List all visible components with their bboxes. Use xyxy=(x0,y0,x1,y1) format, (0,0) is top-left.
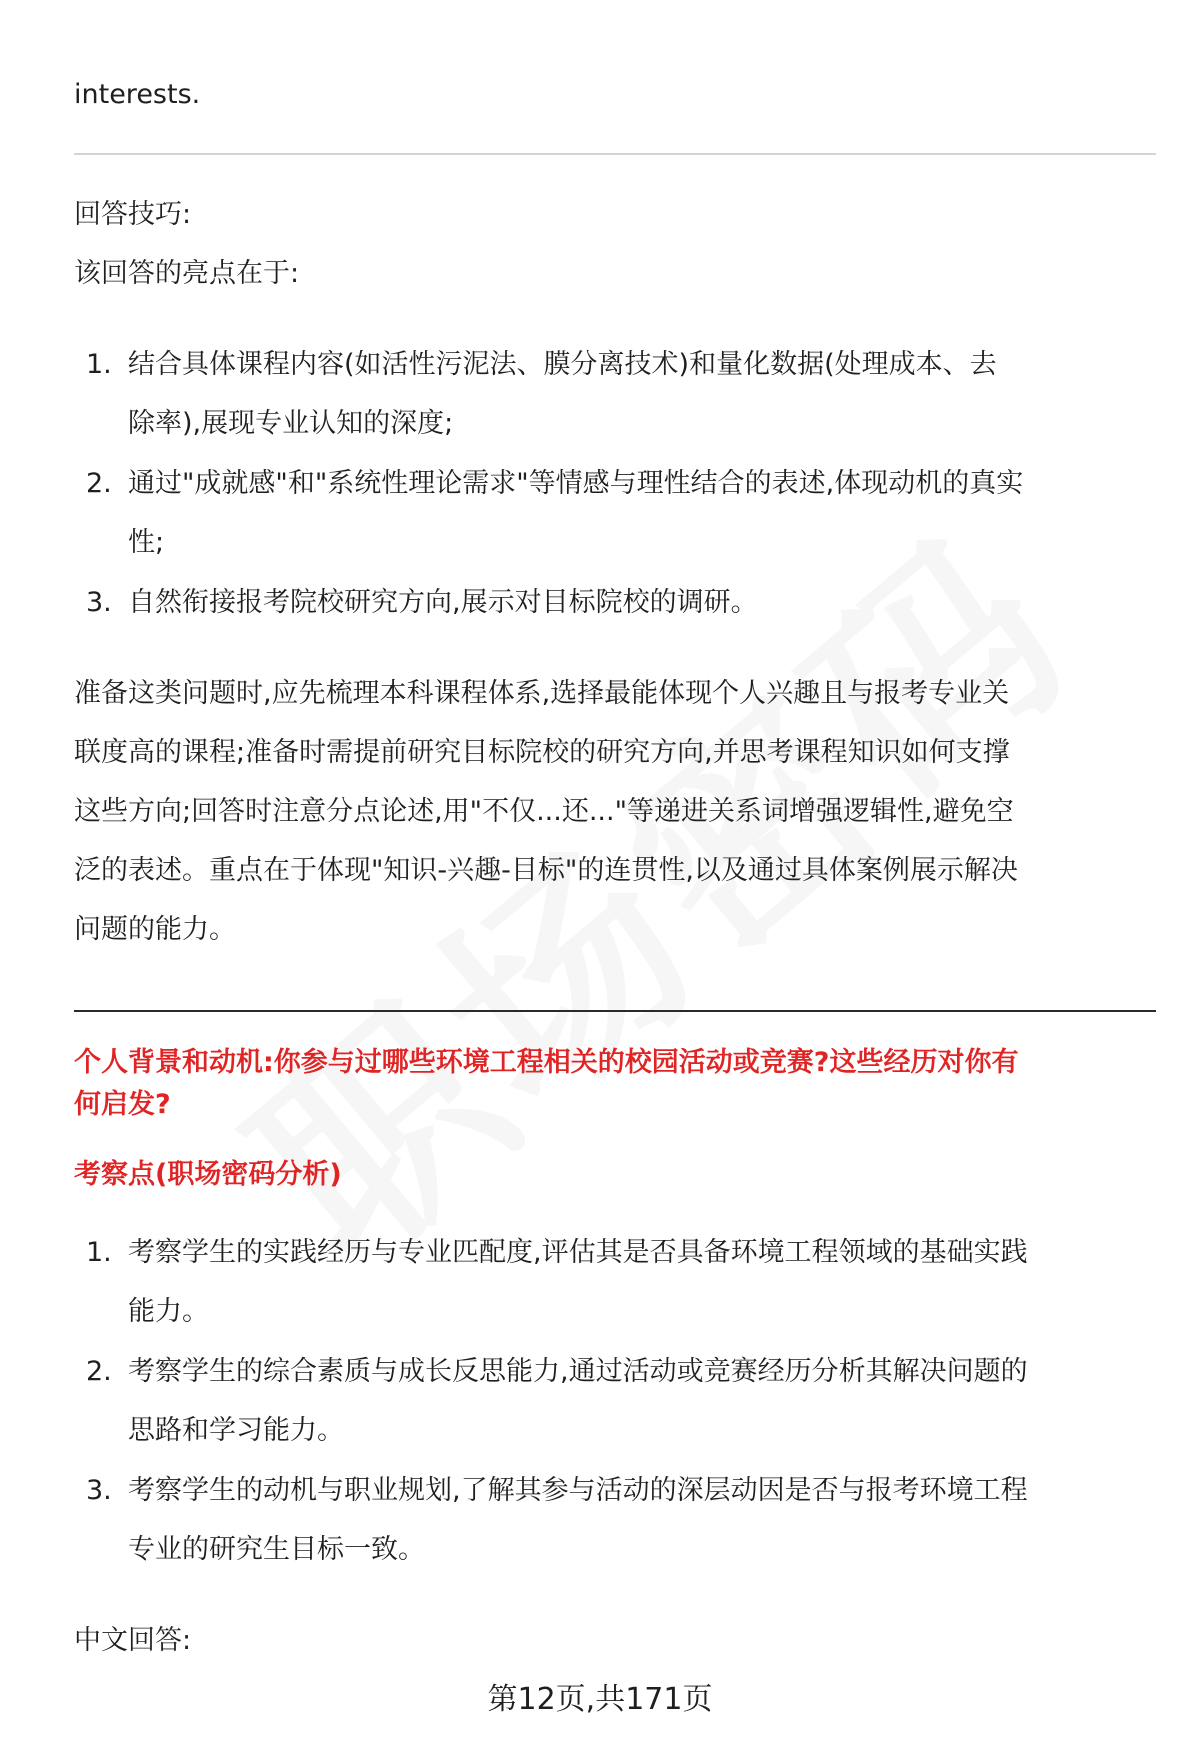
exam-points-heading: 考察点(职场密码分析) xyxy=(74,1159,342,1190)
answer-heading: 中文回答: xyxy=(74,1625,192,1656)
tips-intro: 该回答的亮点在于: xyxy=(74,258,300,289)
divider xyxy=(74,1010,1156,1012)
page-number: 第12页,共171页 xyxy=(487,1682,713,1717)
tips-heading: 回答技巧: xyxy=(74,199,192,230)
document-page: interests. 回答技巧: 该回答的亮点在于: 1. 结合具体课程内容(如活性污泥法、膜分离技术)和量化数据(处理成本、去 除率),展现专业认知的深度; 2. 通过"成就感"和"系统性理论需求"等情感与理性结合的表述,体现动机的真实 性; 3. 自然衔接报考院校研究方向,展示对目标院校的调研。 准备这类问题时,应先梳理本科课程体系,选择最能体现个人兴趣且与报考专业关 联度高的课程;准备时需提前研究目标院校的研究方向,并思考课程知识如何支撑 这些方向;回答时注意分点论述,用"不仅...还..."等递进关系词增强逻辑性,避免空 泛的表述。重点在于体现"知识-兴趣-目标"的连贯性,以及通过具体案例展示解决 问题的能力。 个人背景和动机:你参与过哪些环境工程相关的校园活动或竞赛?这些经历对你有 何启发? 考察点(职场密码分析) 1. 考察学生的实践经历与专业匹配度,评估其是否具备环境工程领域的基础实践 能力。 2. 考察学生的综合素质与成长反思能力,通过活动或竞赛经历分析其解决问题的 思路和学习能力。 3. 考察学生的动机与职业规划,了解其参与活动的深层动因是否与报考环境工程 专业的研究生目标一致。 中文回答: xyxy=(74,0,1156,1755)
divider xyxy=(74,153,1156,155)
top-text: interests. xyxy=(74,79,201,110)
